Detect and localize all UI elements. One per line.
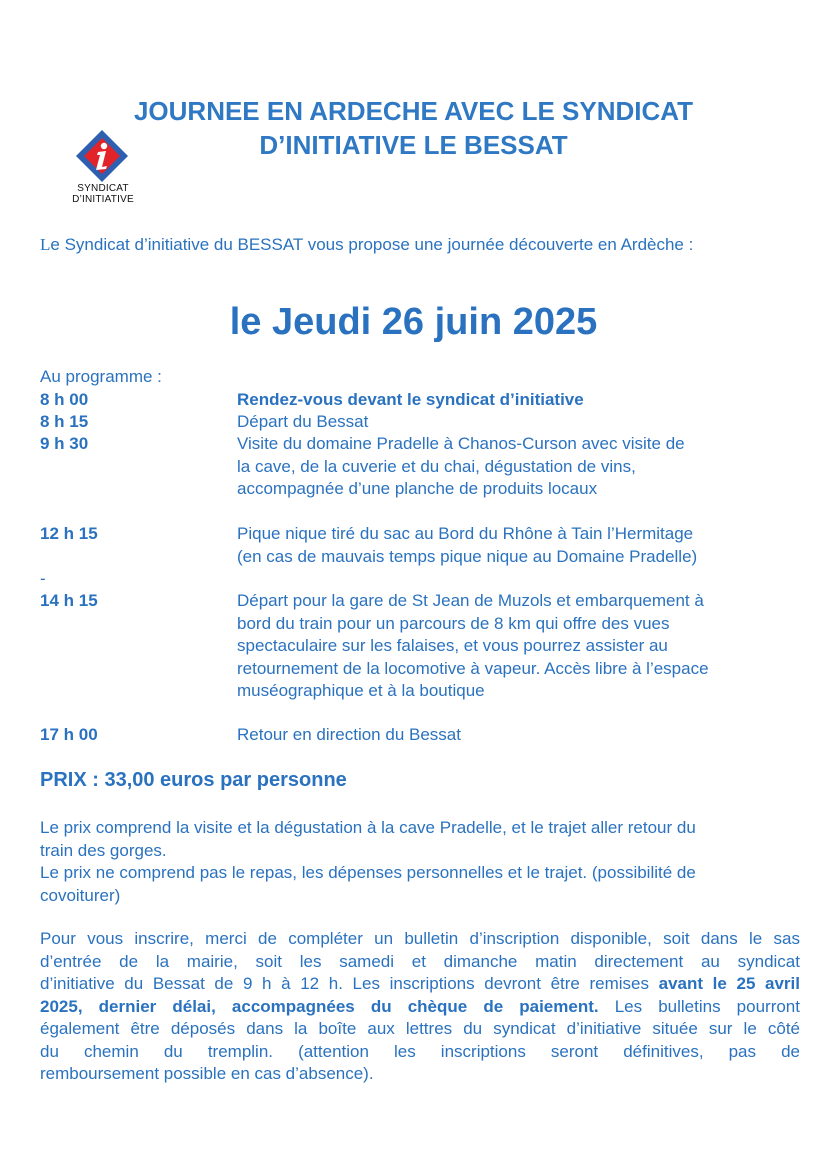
program-time: 14 h 15 (40, 591, 98, 610)
program-activity-line: accompagnée d’une planche de produits locaux (237, 479, 598, 498)
program-activity (237, 389, 797, 412)
program-activity-line: Départ du Bessat (237, 412, 369, 431)
deadline-text: 2025, dernier délai, accompagnées du chèque de paiement. (40, 996, 599, 1016)
program-activity (237, 590, 797, 703)
price-heading: PRIX : 33,00 euros par personne (40, 769, 347, 791)
program-activity-line: Visite du domaine Pradelle à Chanos-Curson avec visite de (237, 434, 685, 453)
paragraph-line: train des gorges. (40, 840, 167, 860)
paragraph-line: Le prix comprend la visite et la dégustation à la cave Pradelle, et le trajet aller retour du (40, 818, 696, 837)
program-activity-line: Rendez-vous devant le syndicat d’initiative (237, 390, 584, 409)
page-title-line-2: D’INITIATIVE LE BESSAT (259, 130, 568, 160)
program-time: 17 h 00 (40, 725, 98, 744)
program-activity (237, 433, 797, 501)
program-time: 9 h 30 (40, 434, 89, 453)
paragraph-line: Le prix ne comprend pas le repas, les dépenses personnelles et le trajet. (possibilité de (40, 863, 696, 882)
logo-caption-line-1: SYNDICAT (77, 183, 129, 194)
program-activity-line: muséographique et à la boutique (237, 681, 485, 700)
logo-caption-line-2: D’INITIATIVE (72, 194, 134, 205)
program-activity (237, 411, 797, 434)
program-activity-line: la cave, de la cuverie et du chai, dégustation de vins, (237, 456, 636, 476)
paragraph-text: Les bulletins pourront (598, 996, 800, 1016)
program-activity (237, 724, 797, 747)
paragraph-line: Pour vous inscrire, merci de compléter un bulletin d’inscription disponible, soit dans le sas (40, 929, 800, 948)
program-time: 8 h 00 (40, 390, 89, 409)
program-activity-line: (en cas de mauvais temps pique nique au Domaine Pradelle) (237, 546, 698, 566)
intro-text: e Syndicat d’initiative du BESSAT vous propose une journée découverte en Ardèche : (50, 235, 694, 254)
paragraph-line: remboursement possible en cas d’absence). (40, 1064, 374, 1083)
program-activity-line: bord du train pour un parcours de 8 km qui offre des vues (237, 613, 670, 633)
program-time: 8 h 15 (40, 412, 89, 431)
deadline-text: avant le 25 avril (658, 974, 800, 993)
logo-caption (58, 183, 148, 205)
program-time: 12 h 15 (40, 524, 98, 543)
program-activity-line: Retour en direction du Bessat (237, 725, 461, 744)
event-date: le Jeudi 26 juin 2025 (229, 301, 598, 343)
paragraph-line (40, 996, 800, 1019)
paragraph-line: covoiturer) (40, 885, 121, 905)
intro-paragraph (40, 234, 693, 256)
program-activity-line: retournement de la locomotive à vapeur. Accès libre à l’espace (237, 658, 709, 678)
paragraph-line (40, 973, 800, 996)
registration-paragraph (40, 928, 800, 1086)
program-activity-line: Départ pour la gare de St Jean de Muzols et embarquement à (237, 591, 704, 610)
intro-first-letter: L (40, 235, 51, 254)
paragraph-line: également être déposés dans la boîte aux lettres du syndicat d’initiative située sur le côté (40, 1019, 800, 1038)
program-activity (237, 523, 797, 568)
paragraph-line: d’entrée de la mairie, soit les samedi et dimanche matin directement au syndicat (40, 951, 800, 971)
page-title-line-1: JOURNEE EN ARDECHE AVEC LE SYNDICAT (133, 96, 694, 126)
price-includes-paragraph (40, 817, 790, 907)
program-activity-line: Pique nique tiré du sac au Bord du Rhône à Tain l’Hermitage (237, 524, 694, 543)
program-activity-line: spectaculaire sur les falaises, et vous pourrez assister au (237, 636, 668, 655)
program-heading: Au programme : (40, 367, 162, 386)
program-separator: - (40, 569, 46, 588)
paragraph-text: d’initiative du Bessat de 9 h à 12 h. Les inscriptions devront être remises (40, 974, 659, 993)
paragraph-line: du chemin du tremplin. (attention les inscriptions seront définitives, pas de (40, 1041, 800, 1061)
